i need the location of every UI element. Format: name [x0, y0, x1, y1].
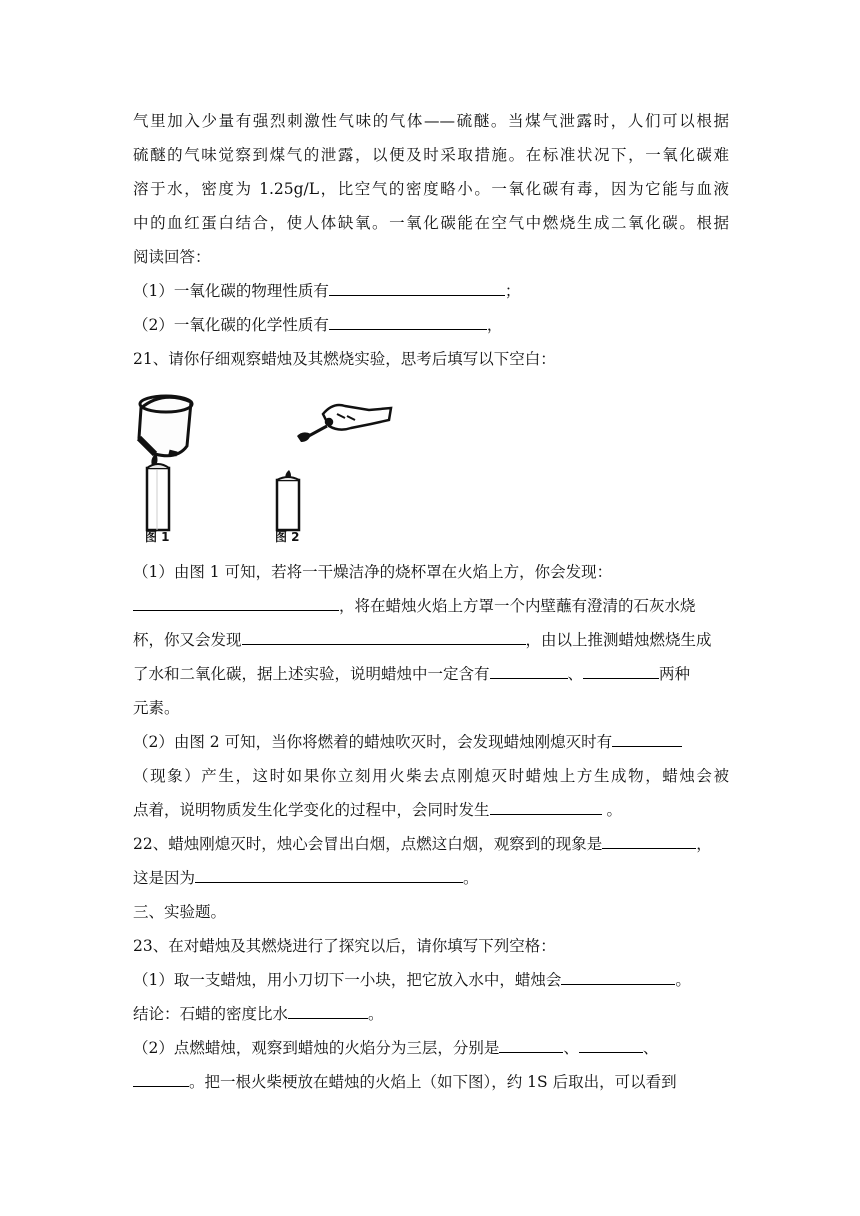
paragraph-line: 硫醚的气味觉察到煤气的泄露，以便及时采取措施。在标准状况下，一氧化碳难 — [133, 146, 729, 164]
paragraph-line: 溶于水，密度为 1.25g/L，比空气的密度略小。一氧化碳有毒，因为它能与血液 — [133, 180, 729, 198]
figure-1-label: 图 1 — [145, 530, 170, 544]
beaker-over-candle — [139, 396, 192, 456]
answer-blank[interactable] — [133, 1072, 189, 1087]
question-20-2: （2）一氧化碳的化学性质有 ， — [133, 316, 503, 334]
question-21-2-cont: （现象）产生，这时如果你立刻用火柴去点刚熄灭时蜡烛上方生成物，蜡烛会被 — [133, 767, 729, 785]
answer-blank[interactable] — [133, 596, 339, 611]
answer-blank[interactable] — [579, 1038, 643, 1053]
answer-blank[interactable] — [602, 834, 696, 849]
answer-blank[interactable] — [329, 315, 487, 330]
answer-blank[interactable] — [288, 1004, 368, 1019]
answer-blank[interactable] — [583, 664, 659, 679]
answer-blank[interactable] — [242, 630, 526, 645]
paragraph-line: 中的血红蛋白结合，使人体缺氧。一氧化碳能在空气中燃烧生成二氧化碳。根据 — [133, 214, 729, 232]
question-23-1-cont: 结论：石蜡的密度比水 。 — [133, 1005, 384, 1023]
answer-blank[interactable] — [561, 970, 675, 985]
hand-with-match — [323, 405, 391, 430]
paragraph-line: 阅读回答： — [133, 248, 211, 266]
question-23-1: （1）取一支蜡烛，用小刀切下一小块，把它放入水中，蜡烛会 。 — [133, 971, 691, 989]
question-23-2: （2）点燃蜡烛，观察到蜡烛的火焰分为三层，分别是 、 、 — [133, 1039, 659, 1057]
question-21-1-cont: ，将在蜡烛火焰上方罩一个内壁蘸有澄清的石灰水烧 — [133, 596, 729, 616]
section-heading: 三、实验题。 — [133, 903, 227, 921]
answer-blank[interactable] — [490, 800, 602, 815]
question-20-1: （1）一氧化碳的物理性质有 ； — [133, 282, 521, 300]
question-21-1: （1）由图 1 可知，若将一干燥洁净的烧杯罩在火焰上方，你会发现： — [133, 563, 613, 581]
answer-blank[interactable] — [329, 281, 505, 296]
question-22: 22、蜡烛刚熄灭时，烛心会冒出白烟，点燃这白烟，观察到的现象是 ， — [133, 835, 712, 853]
answer-blank[interactable] — [612, 732, 682, 747]
question-21-1-cont: 元素。 — [133, 699, 180, 717]
question-21-title: 21、请你仔细观察蜡烛及其燃烧实验，思考后填写以下空白： — [133, 350, 556, 368]
question-21-2: （2）由图 2 可知，当你将燃着的蜡烛吹灭时，会发现蜡烛刚熄灭时有 — [133, 732, 729, 752]
question-22-cont: 这是因为 。 — [133, 869, 479, 887]
answer-blank[interactable] — [499, 1038, 563, 1053]
question-21-2-cont: 点着，说明物质发生化学变化的过程中，会同时发生 。 — [133, 801, 622, 819]
answer-blank[interactable] — [490, 664, 568, 679]
candle-illustration — [133, 388, 443, 544]
figure-2-label: 图 2 — [275, 530, 300, 544]
question-23-title: 23、在对蜡烛及其燃烧进行了探究以后，请你填写下列空格： — [133, 937, 556, 955]
question-21-1-cont: 杯，你又会发现 ，由以上推测蜡烛燃烧生成 — [133, 631, 712, 649]
paragraph-line: 气里加入少量有强烈刺激性气味的气体——硫醚。当煤气泄露时，人们可以根据 — [133, 112, 729, 130]
question-21-1-cont: 了水和二氧化碳，据上述实验，说明蜡烛中一定含有 、 两种 — [133, 665, 691, 683]
answer-blank[interactable] — [195, 868, 463, 883]
question-23-2-cont: 。把一根火柴梗放在蜡烛的火焰上（如下图），约 1S 后取出，可以看到 — [133, 1072, 729, 1092]
candle-experiment-figure — [133, 388, 443, 544]
